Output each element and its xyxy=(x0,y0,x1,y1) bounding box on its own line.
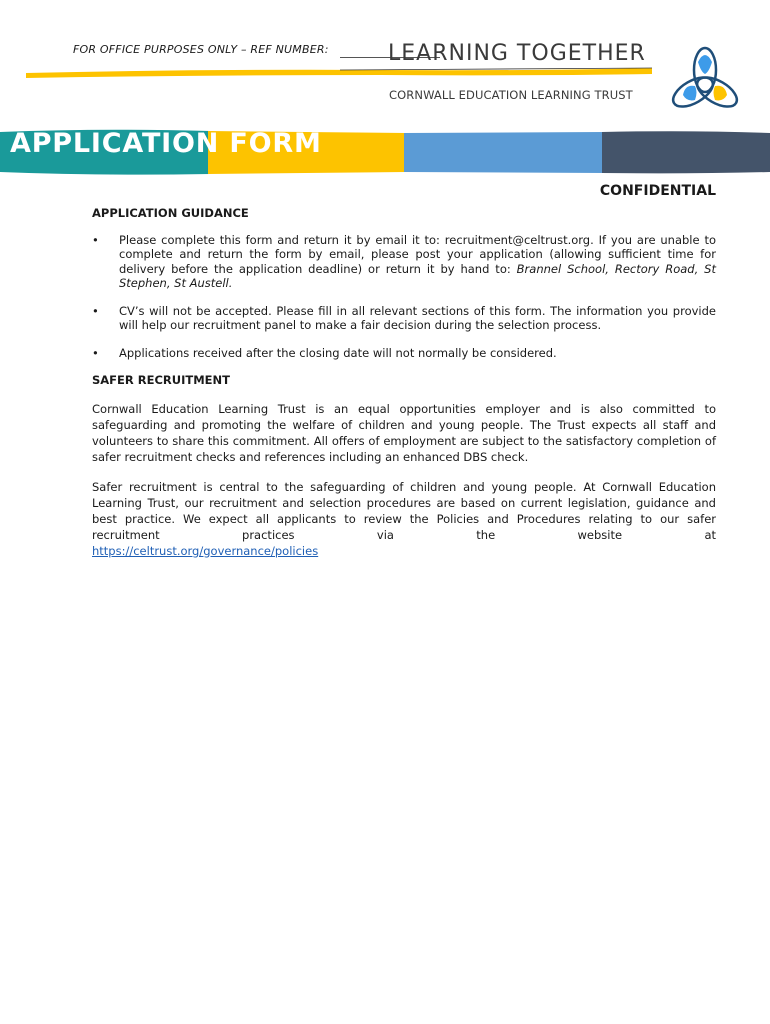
hand-delivery-address: Brannel School, Rectory Road, St Stephen, St Austell. xyxy=(119,261,716,290)
guidance-item xyxy=(92,233,716,291)
yellow-swoosh-decoration xyxy=(0,64,660,80)
brand-title: LEARNING TOGETHER xyxy=(388,41,646,66)
confidential-label: CONFIDENTIAL xyxy=(599,183,716,199)
guidance-list xyxy=(92,233,716,361)
guidance-item-text: CV’s will not be accepted. Please fill in all relevant sections of this form. The information you provide will help our recruitment panel to make a fair decision during the selection process. xyxy=(119,303,716,332)
policies-link[interactable]: https://celtrust.org/governance/policies xyxy=(92,543,319,558)
guidance-item xyxy=(92,346,716,361)
office-ref-label: FOR OFFICE PURPOSES ONLY – REF NUMBER: xyxy=(73,43,329,56)
guidance-item-text: Applications received after the closing date will not normally be considered. xyxy=(119,345,557,360)
brand-subtitle: CORNWALL EDUCATION LEARNING TRUST xyxy=(389,88,633,102)
equal-opportunities-paragraph: Cornwall Education Learning Trust is an equal opportunities employer and is also committed to safeguarding and promoting the welfare of children and young people. The Trust expects all staff and volunteers to share this commitment. All offers of employment are subject to the satisfactory completion of safer recruitment checks and references including an enhanced DBS check. xyxy=(92,401,716,464)
trust-logo-icon xyxy=(665,40,745,120)
page-title: APPLICATION FORM xyxy=(10,128,322,159)
document-body xyxy=(92,206,716,559)
safer-recruitment-heading: SAFER RECRUITMENT xyxy=(92,373,230,387)
safer-recruitment-paragraph: Safer recruitment is central to the safeguarding of children and young people. At Cornwall Education Learning Trust, our recruitment and selection procedures are based on current legislation, guidance and best practice. We expect all applicants to review the Policies and Procedures relating to our safer recruitment practices via the website at xyxy=(92,479,716,542)
guidance-item xyxy=(92,304,716,333)
guidance-item-text: Please complete this form and return it by email it to: recruitment@celtrust.org. If you are unable to complete and return the form by email, please post your application (allowing sufficient time for delivery before the application deadline) or return it by hand to: xyxy=(119,232,716,276)
guidance-heading: APPLICATION GUIDANCE xyxy=(92,206,249,220)
